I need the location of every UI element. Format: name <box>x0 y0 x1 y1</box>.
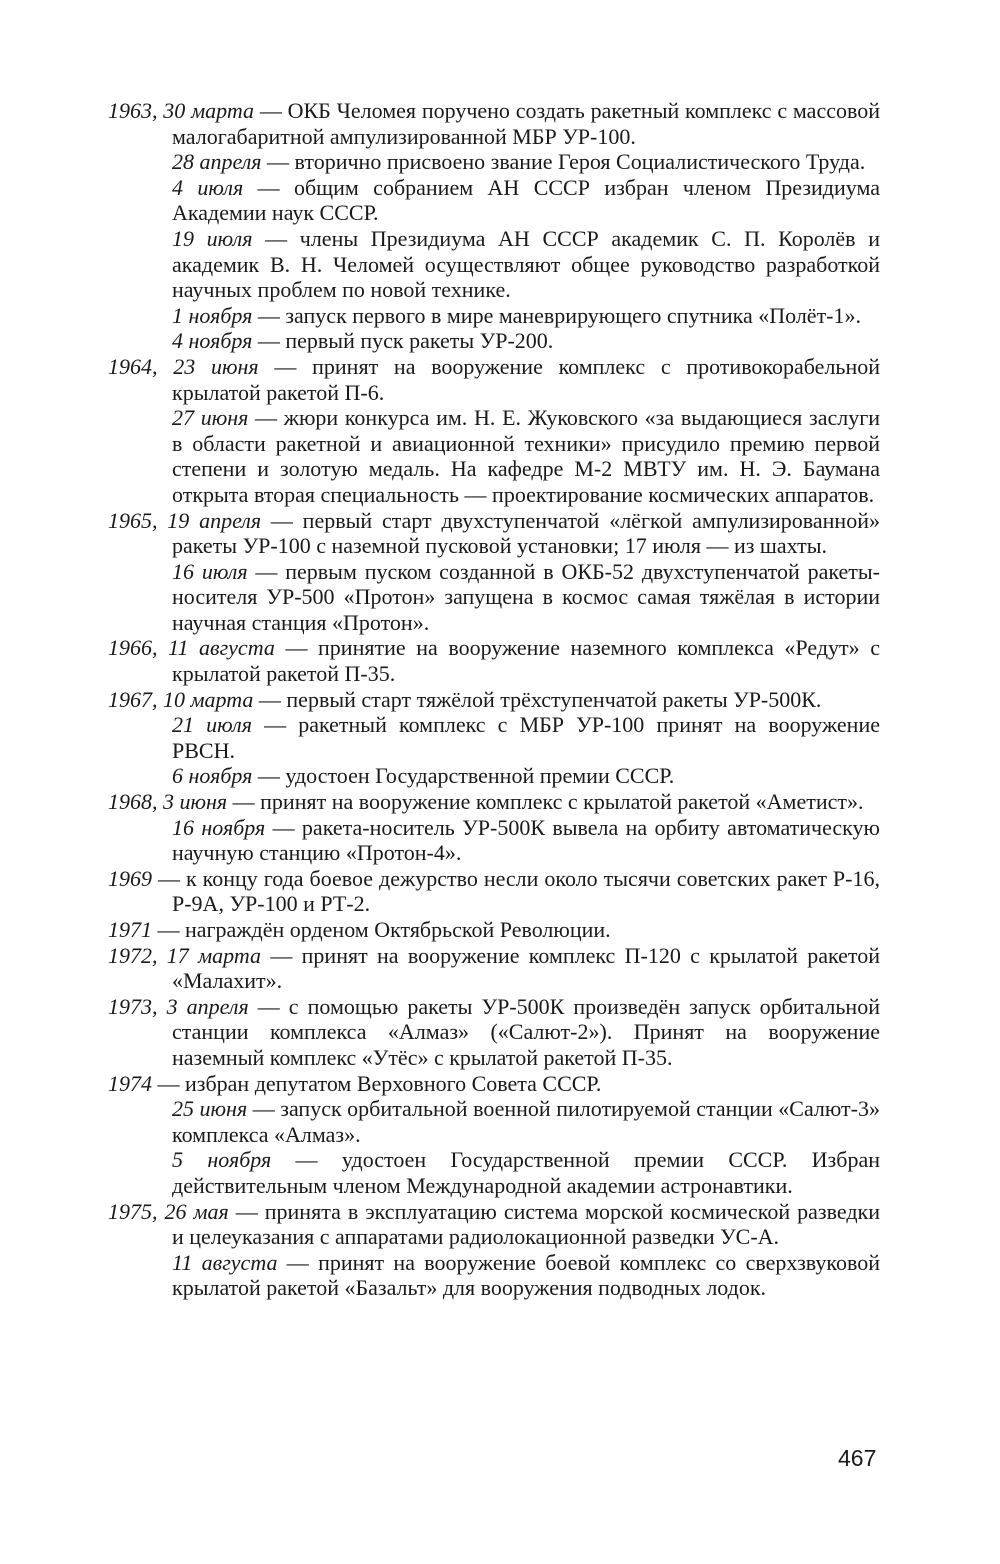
entry-text: — ракета-носитель УР-500К вывела на орбиту автоматическую научную станцию «Протон-4». <box>172 814 880 866</box>
entry-date: 28 апреля <box>172 149 262 175</box>
chronology-year-entry <box>108 354 880 405</box>
entry-date: 1969 <box>108 865 152 891</box>
chronology-year-entry <box>108 866 880 917</box>
chronology-sub-entry <box>108 149 880 175</box>
entry-date: 1963, 30 марта <box>108 98 255 123</box>
entry-date: 5 ноября <box>172 1147 272 1173</box>
entry-text: — избран депутатом Верховного Совета СССР. <box>152 1070 602 1096</box>
chronology-sub-entry <box>108 226 880 303</box>
entry-date: 4 ноября <box>172 328 253 354</box>
chronology-sub-entry <box>108 405 880 507</box>
entry-text: — к концу года боевое дежурство несли около тысячи советских ракет Р-16, Р-9А, УР-100 и РТ-2. <box>152 865 880 917</box>
chronology-sub-entry <box>108 175 880 226</box>
entry-date: 1 ноября <box>172 302 253 328</box>
entry-date: 1967, 10 марта <box>108 686 254 712</box>
chronology-year-entry <box>108 98 880 149</box>
entry-text: — члены Президиума АН СССР академик С. П. Королёв и академик В. Н. Челомей осуществляют общее руководство разработкой научных проблем по новой технике. <box>172 225 880 303</box>
entry-text: — удостоен Государственной премии СССР. <box>252 763 675 789</box>
chronology-sub-entry <box>108 328 880 354</box>
entry-date: 4 июля <box>172 174 244 200</box>
chronology-year-entry <box>108 789 880 815</box>
entry-text: — жюри конкурса им. Н. Е. Жуковского «за выдающиеся заслуги в области ракетной и авиационной техники» присудило премию первой степени и золотую медаль. На кафедре М-2 МВТУ им. Н. Э. Баумана открыта вторая специальность — проектирование космических аппаратов. <box>172 405 881 507</box>
entry-text: — с помощью ракеты УР-500К произведён запуск орбитальной станции комплекса «Алмаз» («Салют-2»). Принят на вооружение наземный комплекс «Утёс» с крылатой ракетой П-35. <box>172 993 880 1070</box>
chronology-year-entry <box>108 943 880 994</box>
entry-text: — ОКБ Челомея поручено создать ракетный комплекс с массовой малогабаритной ампулизированной МБР УР-100. <box>172 98 880 149</box>
entry-date: 27 июня <box>172 405 249 431</box>
entry-text: — первым пуском созданной в ОКБ-52 двухступенчатой ракеты-носителя УР-500 «Протон» запущена в космос самая тяжёлая в истории научная станция «Протон». <box>172 558 880 635</box>
chronology-sub-entry <box>108 559 880 636</box>
entry-date: 1973, 3 апреля <box>108 993 249 1019</box>
chronology-year-entry <box>108 508 880 559</box>
entry-text: — первый старт двухступенчатой «лёгкой ампулизированной» ракеты УР-100 с наземной пусковой установки; 17 июля — из шахты. <box>172 507 880 559</box>
entry-date: 6 ноября <box>172 763 253 789</box>
entry-text: — принятие на вооружение наземного комплекса «Редут» с крылатой ракетой П-35. <box>172 635 880 687</box>
entry-date: 19 июля <box>172 225 253 251</box>
entry-date: 1971 <box>108 917 152 942</box>
chronology-year-entry <box>108 1071 880 1097</box>
chronology-sub-entry <box>108 303 880 329</box>
entry-text: — запуск орбитальной военной пилотируемой станции «Салют-3» комплекса «Алмаз». <box>172 1096 880 1147</box>
page-number: 467 <box>838 1445 877 1471</box>
chronology-sub-entry <box>108 712 880 763</box>
entry-date: 1966, 11 августа <box>108 635 275 661</box>
entry-date: 1972, 17 марта <box>108 942 262 968</box>
entry-text: — запуск первого в мире маневрирующего спутника «Полёт-1». <box>252 302 862 328</box>
entry-date: 11 августа <box>172 1249 278 1275</box>
entry-date: 16 ноября <box>172 814 266 840</box>
chronology-year-entry <box>108 635 880 686</box>
chronology-year-entry <box>108 994 880 1071</box>
entry-date: 1965, 19 апреля <box>108 507 262 533</box>
chronology-sub-entry <box>108 763 880 789</box>
entry-date: 1975, 26 мая <box>108 1198 229 1224</box>
entry-date: 1964, 23 июня <box>108 353 259 379</box>
entry-text: — принят на вооружение комплекс П-120 с крылатой ракетой «Малахит». <box>172 942 881 994</box>
entry-date: 1974 <box>108 1070 152 1096</box>
entry-text: — вторично присвоено звание Героя Социалистического Труда. <box>261 149 866 175</box>
chronology-list <box>108 98 880 1301</box>
entry-date: 21 июля <box>172 712 252 738</box>
chronology-sub-entry <box>108 1096 880 1147</box>
entry-text: — первый старт тяжёлой трёхступенчатой ракеты УР-500К. <box>253 686 822 712</box>
entry-text: — принят на вооружение комплекс с крылатой ракетой «Аметист». <box>227 789 864 815</box>
chronology-year-entry <box>108 917 880 943</box>
chronology-year-entry <box>108 687 880 713</box>
entry-date: 1968, 3 июня <box>108 789 228 815</box>
chronology-year-entry <box>108 1199 880 1250</box>
entry-text: — первый пуск ракеты УР-200. <box>252 328 554 354</box>
entry-text: — удостоен Государственной премии СССР. Избран действительным членом Международной академии астронавтики. <box>172 1147 880 1198</box>
chronology-sub-entry <box>108 1147 880 1198</box>
entry-text: — награждён орденом Октябрьской Революции. <box>152 917 611 942</box>
chronology-sub-entry <box>108 1250 880 1301</box>
entry-text: — принят на вооружение боевой комплекс со сверхзвуковой крылатой ракетой «Базальт» для вооружения подводных лодок. <box>172 1249 880 1301</box>
entry-text: — принят на вооружение комплекс с противокорабельной крылатой ракетой П-6. <box>172 353 880 405</box>
entry-text: — общим собранием АН СССР избран членом Президиума Академии наук СССР. <box>172 174 880 226</box>
entry-text: — принята в эксплуатацию система морской космической разведки и целеуказания с аппаратами радиолокационной разведки УС-А. <box>172 1198 880 1250</box>
chronology-sub-entry <box>108 815 880 866</box>
entry-date: 16 июля <box>172 558 248 584</box>
entry-text: — ракетный комплекс с МБР УР-100 принят на вооружение РВСН. <box>172 712 880 763</box>
entry-date: 25 июня <box>172 1096 248 1122</box>
